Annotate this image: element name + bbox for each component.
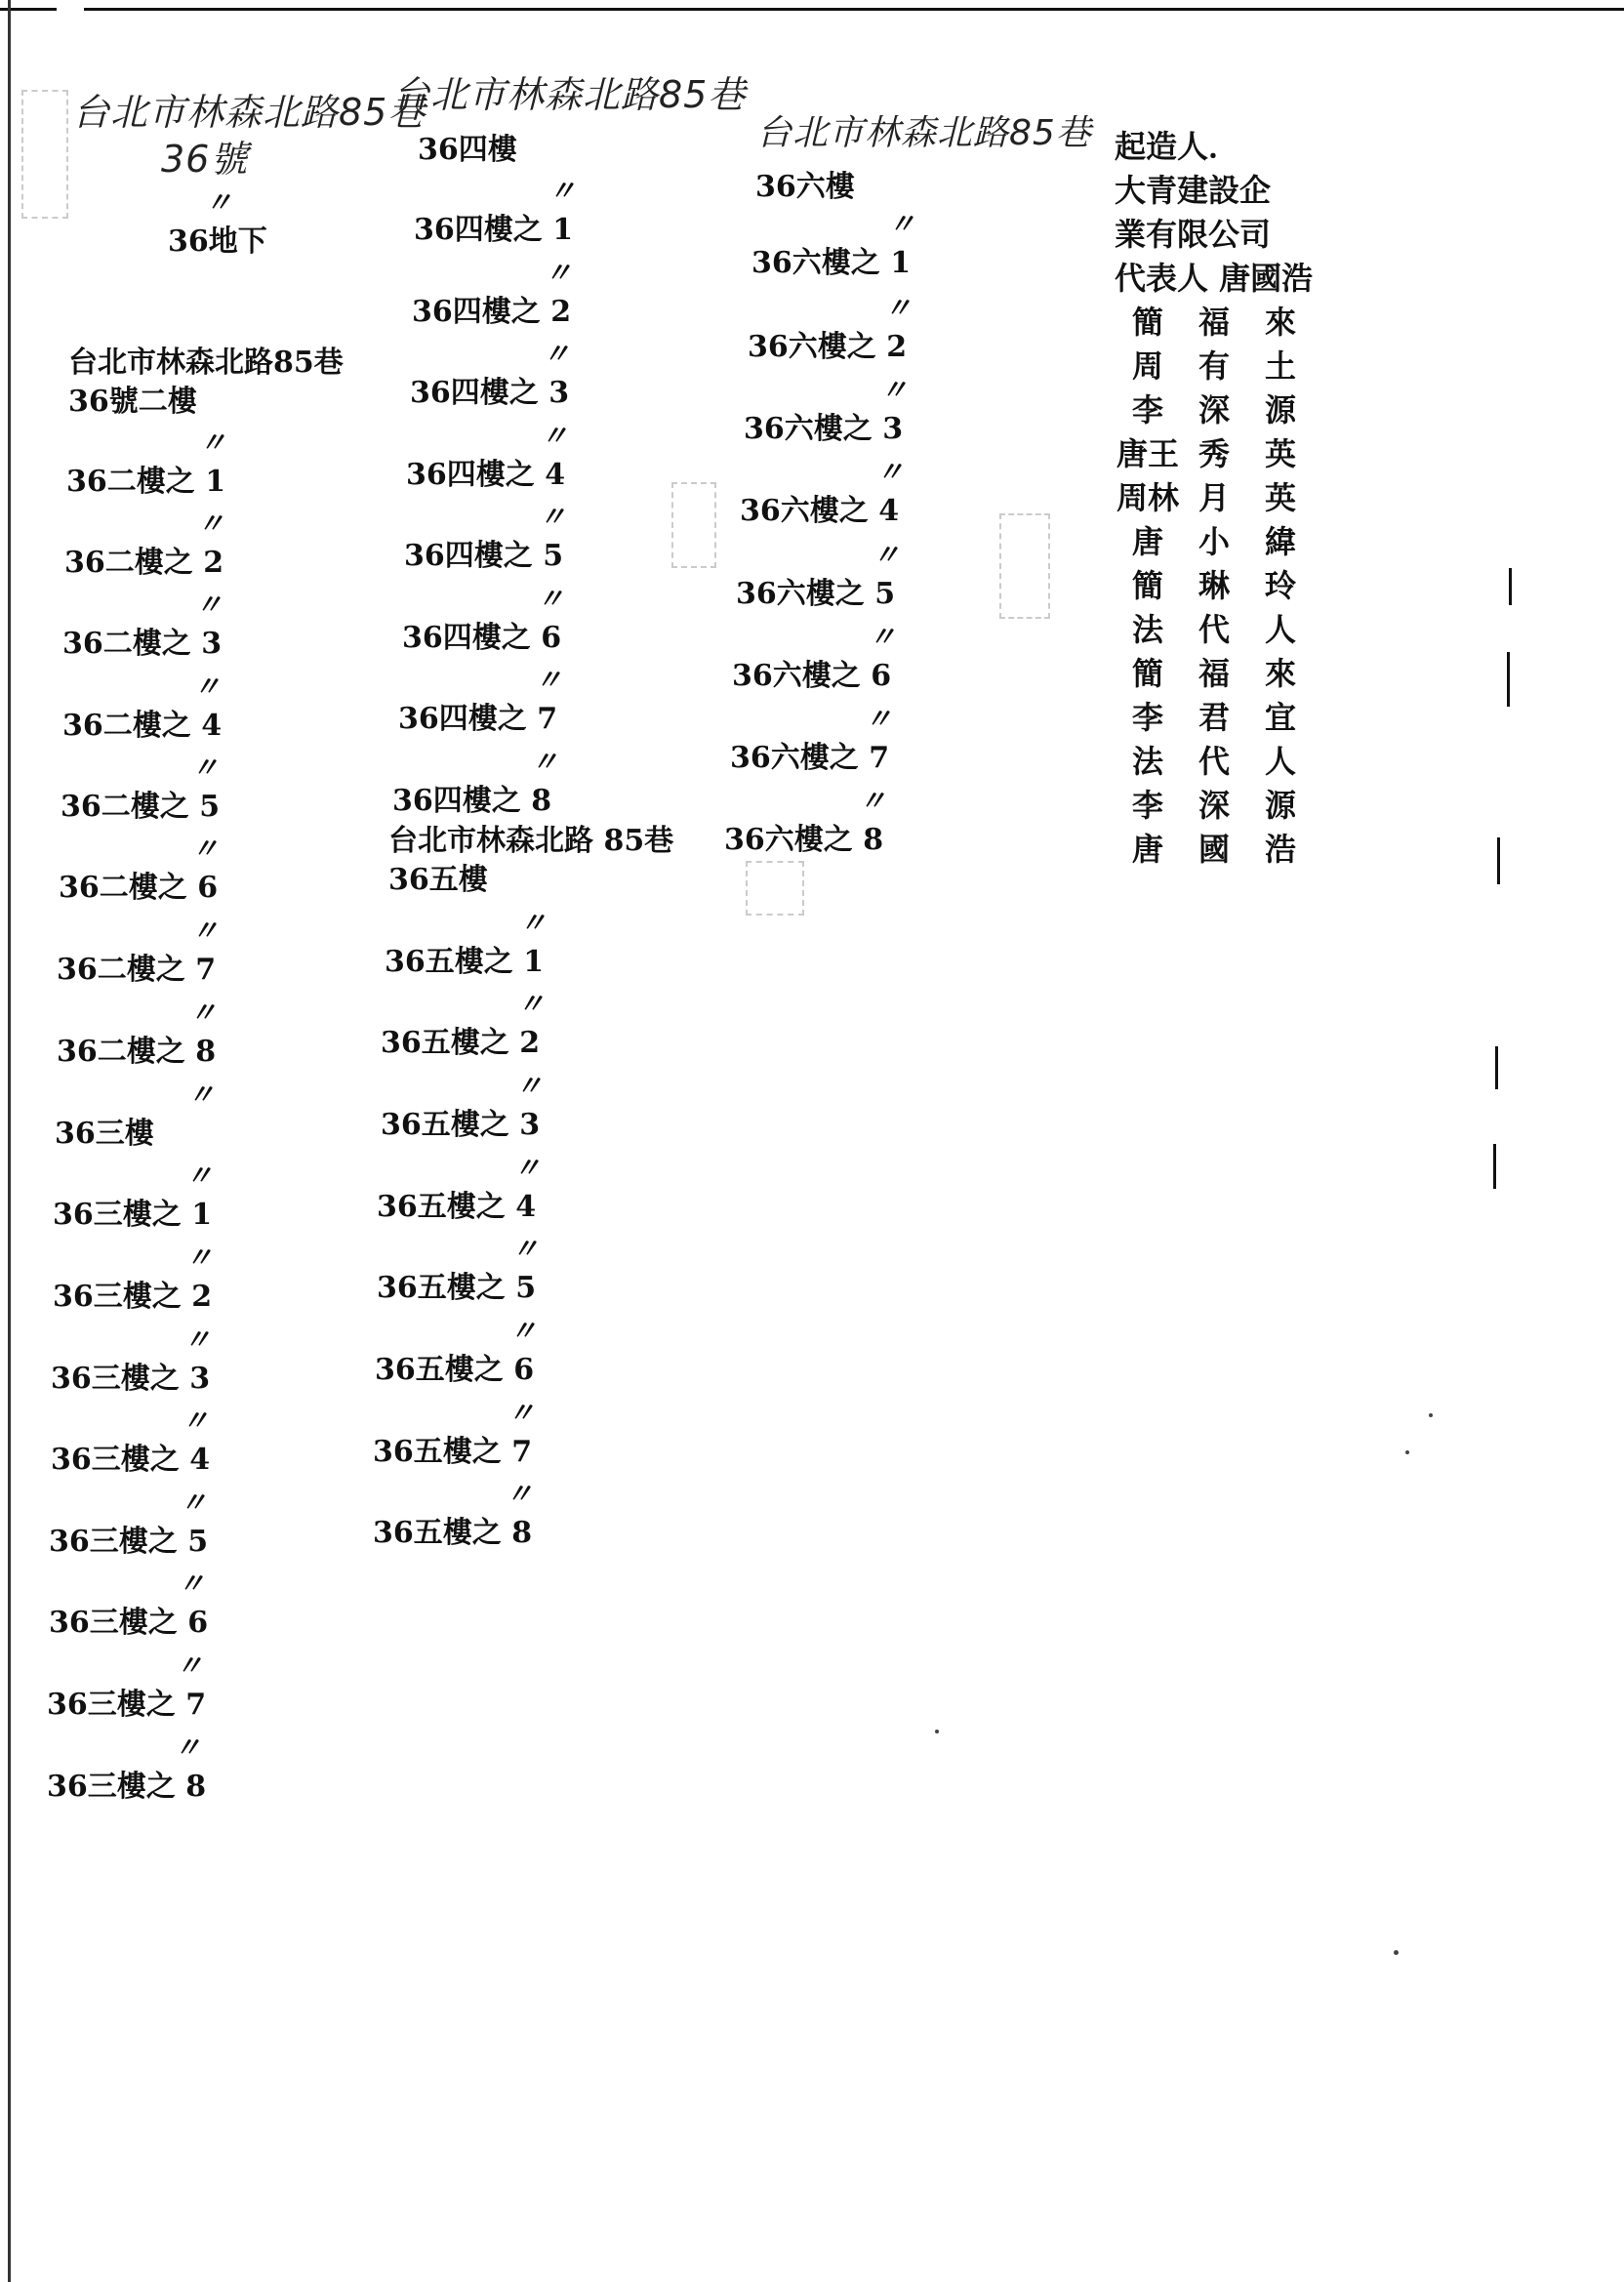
unit-entry [414,175,577,248]
unit-label: 36六樓之 1 [751,246,912,280]
unit-label: 36六樓之 8 [724,823,884,857]
name-char: 人 [1264,611,1296,648]
unit-label: 36三樓之 5 [49,1525,209,1559]
seal-stamp [999,513,1050,619]
unit-label: 36二樓之 2 [64,546,224,580]
unit-label: 36五樓之 8 [373,1516,533,1550]
unit-label: 36五樓之 3 [381,1108,541,1142]
unit-label: 36五樓之 1 [385,945,545,979]
unit-entry [373,1478,534,1551]
unit-entry [51,1405,211,1478]
page-left-border [8,0,11,2282]
ditto-mark: 〃 [865,703,893,735]
unit-entry [47,1650,207,1723]
handwritten-address-col3: 台北市林森北路85巷 [756,113,1092,153]
ditto-mark: 〃 [513,1152,542,1184]
name-char: 源 [1264,391,1296,428]
ditto-mark: 〃 [509,1315,538,1347]
unit-label: 36五樓之 7 [373,1435,533,1469]
ditto-mark: 〃 [859,785,887,817]
unit-entry [412,257,573,330]
page-top-border [0,8,1624,11]
unit-entry [410,338,571,411]
name-char: 簡 [1131,304,1163,341]
signatory-row [1115,784,1349,828]
unit-entry [755,162,855,205]
ditto-mark: 〃 [178,1568,206,1600]
unit-entry [751,208,916,281]
handwritten-number-col1: 36號 [161,138,249,181]
unit-entry [49,1487,209,1560]
unit-entry [418,125,517,168]
unit-entry [736,539,901,612]
signatory-row [1115,345,1349,388]
scan-speck [1394,1950,1399,1955]
name-char: 小 [1198,523,1230,560]
name-char: 周 [1131,347,1163,385]
unit-label: 36二樓之 4 [62,709,223,743]
unit-entry [730,703,893,776]
signatory-block [1115,125,1349,872]
ditto-mark: 〃 [541,420,569,452]
unit-entry [53,1242,214,1315]
handwritten-address-col2: 台北市林森北路85巷 [392,73,747,116]
ditto-mark: 〃 [519,907,548,939]
name-char: 月 [1198,479,1230,516]
representative-line: 代表人 唐國浩 [1115,260,1314,297]
name-char: 土 [1264,347,1296,385]
ditto-mark: 〃 [187,1079,216,1111]
unit-label: 36六樓之 5 [736,577,896,611]
unit-entry [377,1233,540,1306]
name-char: 代 [1198,611,1230,648]
unit-entry [47,1732,207,1805]
name-char: 法 [1131,743,1163,780]
unit-label: 36五樓 [388,863,488,897]
name-char: 簡 [1131,655,1163,692]
ditto-mark: 〃 [191,915,220,947]
scan-mark [1497,837,1500,884]
name-char: 緯 [1264,523,1296,560]
signatory-row [1115,476,1349,520]
scan-speck [1429,1413,1433,1417]
company-name-line1: 大青建設企 [1115,172,1272,209]
signatory-row [1115,652,1349,696]
ditto-mark: 〃 [888,208,916,240]
name-char: 福 [1198,655,1230,692]
signatory-row [1115,696,1349,740]
ditto-mark: 〃 [876,456,905,488]
ditto-mark: 〃 [174,1732,202,1764]
ditto-mark: 〃 [515,1070,544,1102]
signatory-row [1115,608,1349,652]
signatory-row [1115,564,1349,608]
name-char: 深 [1198,391,1230,428]
scan-speck [935,1730,939,1733]
ditto-mark: 〃 [545,257,573,289]
ditto-mark: 〃 [548,175,577,207]
name-char: 浩 [1264,831,1296,868]
name-char: 李 [1131,699,1163,736]
ditto-mark: 〃 [195,589,223,621]
unit-label: 36五樓之 4 [377,1190,537,1224]
name-char: 有 [1198,347,1230,385]
page-top-border-gap [57,6,84,13]
unit-label: 36二樓之 3 [62,627,223,661]
unit-label: 36二樓之 7 [57,953,217,987]
seal-stamp [671,482,716,568]
name-char: 唐 [1131,831,1163,868]
name-char: 李 [1131,787,1163,824]
ditto-mark: 〃 [506,1478,534,1510]
seal-stamp [746,861,804,916]
ditto-mark: 〃 [182,1405,210,1437]
ditto-mark: 〃 [183,1324,212,1356]
unit-label: 36四樓之 6 [402,621,562,655]
company-name-line2: 業有限公司 [1115,216,1272,253]
scan-mark [1509,568,1512,605]
scan-mark [1493,1144,1496,1189]
ditto-mark: 〃 [535,664,563,696]
unit-label: 36二樓之 5 [61,790,221,824]
unit-entry [740,456,905,529]
ditto-mark: 〃 [199,427,227,459]
address-heading: 台北市林森北路85巷 [68,346,344,380]
name-char: 玲 [1264,567,1296,604]
unit-label: 36四樓 [418,133,517,167]
ditto-mark: 〃 [880,374,909,406]
signatory-row [1115,388,1349,432]
unit-entry [732,621,897,694]
unit-entry [398,664,563,737]
unit-label: 36六樓之 4 [740,494,900,528]
name-char: 法 [1131,611,1163,648]
ditto-mark: 〃 [197,508,225,540]
unit-entry [51,1324,212,1397]
unit-label: 36四樓之 3 [410,376,570,410]
unit-entry [57,997,218,1070]
unit-label: 36四樓之 4 [406,458,566,492]
signatory-row [1115,828,1349,872]
unit-entry [53,1160,214,1233]
unit-entry [57,915,220,988]
ditto-mark: 〃 [537,583,565,615]
ditto-mark: 〃 [873,539,901,571]
name-char: 周林 [1116,479,1179,516]
name-char: 來 [1264,304,1296,341]
signatory-row [1115,740,1349,784]
unit-label: 36四樓之 8 [392,784,552,818]
unit-entry [55,1079,216,1152]
unit-entry [49,1568,209,1641]
unit-label: 36四樓之 7 [398,702,558,736]
unit-label: 36三樓之 4 [51,1443,211,1477]
unit-entry [404,501,567,574]
unit-entry [381,988,546,1061]
name-char: 代 [1198,743,1230,780]
ditto-mark: 〃 [176,1650,204,1682]
unit-entry [59,833,220,906]
unit-entry [62,671,223,744]
unit-entry [66,427,227,500]
unit-label: 36三樓之 2 [53,1280,213,1314]
address-heading: 台北市林森北路 85巷 [388,824,674,858]
name-char: 英 [1264,479,1296,516]
scan-speck [1405,1450,1409,1454]
unit-entry [375,1315,538,1388]
unit-entry [64,508,225,581]
signatory-row [1115,520,1349,564]
name-char: 人 [1264,743,1296,780]
unit-entry [381,1070,544,1143]
ditto-mark: 〃 [539,501,567,533]
handwritten-address-col1: 台北市林森北路85巷 [72,91,426,134]
name-char: 唐 [1131,523,1163,560]
name-char: 源 [1264,787,1296,824]
ditto-mark: 〃 [884,292,913,324]
unit-entry [402,583,565,656]
name-char: 簡 [1131,567,1163,604]
unit-entry [392,746,559,819]
ditto-mark: 〃 [180,1487,208,1519]
unit-label: 36二樓之 8 [57,1035,217,1069]
unit-label: 36三樓之 3 [51,1362,211,1396]
scan-mark [1495,1046,1498,1089]
ditto-mark: 〃 [191,833,220,865]
unit-entry [724,785,887,858]
name-char: 深 [1198,787,1230,824]
name-char: 唐王 [1116,435,1179,472]
unit-label: 36三樓之 8 [47,1770,207,1804]
unit-label: 36三樓之 7 [47,1688,207,1722]
unit-entry [377,1152,542,1225]
name-char: 君 [1198,699,1230,736]
unit-label: 36六樓之 2 [748,330,908,364]
unit-label: 36五樓之 5 [377,1271,537,1305]
name-char: 琳 [1198,567,1230,604]
unit-entry [406,420,569,493]
ditto-mark: 〃 [185,1160,214,1192]
ditto-mark: 〃 [185,1242,214,1274]
unit-label: 36二樓之 6 [59,871,219,905]
name-char: 宜 [1264,699,1296,736]
scan-mark [1507,652,1510,707]
signatory-row [1115,432,1349,476]
unit-label: 36四樓之 2 [412,295,572,329]
signatory-row [1115,301,1349,345]
unit-entry [744,374,909,447]
unit-label: 36六樓之 6 [732,659,892,693]
name-char: 英 [1264,435,1296,472]
unit-entry [61,752,221,825]
address-heading-number: 36號二樓 [68,385,197,419]
unit-entry [388,855,488,898]
ditto-mark: 〃 [531,746,559,778]
ditto-mark: 〃 [193,671,222,703]
builder-label: 起造人． [1115,128,1240,165]
name-char: 李 [1131,391,1163,428]
ditto-mark: 〃 [869,621,897,653]
unit-label: 36四樓之 5 [404,539,564,573]
unit-label: 36四樓之 1 [414,213,574,247]
unit-label: 36地下 [168,224,267,259]
unit-entry [168,186,267,260]
unit-label: 36二樓之 1 [66,465,226,499]
unit-entry [373,1397,536,1470]
ditto-mark: 〃 [191,752,220,784]
unit-label: 36三樓之 1 [53,1198,213,1232]
name-char: 秀 [1198,435,1230,472]
ditto-mark: 〃 [205,186,233,219]
name-char: 來 [1264,655,1296,692]
unit-entry [748,292,913,365]
unit-entry [385,907,548,980]
unit-label: 36六樓之 3 [744,412,904,446]
ditto-mark: 〃 [189,997,218,1029]
ditto-mark: 〃 [543,338,571,370]
unit-label: 36六樓 [755,170,855,204]
unit-label: 36六樓之 7 [730,741,890,775]
unit-label: 36三樓之 6 [49,1606,209,1640]
seal-stamp [21,90,68,219]
unit-label: 36五樓之 2 [381,1026,541,1060]
ditto-mark: 〃 [517,988,546,1020]
unit-label: 36三樓 [55,1117,154,1151]
name-char: 國 [1198,831,1230,868]
ditto-mark: 〃 [511,1233,540,1265]
ditto-mark: 〃 [508,1397,536,1429]
unit-entry [62,589,223,662]
unit-label: 36五樓之 6 [375,1353,535,1387]
name-char: 福 [1198,304,1230,341]
